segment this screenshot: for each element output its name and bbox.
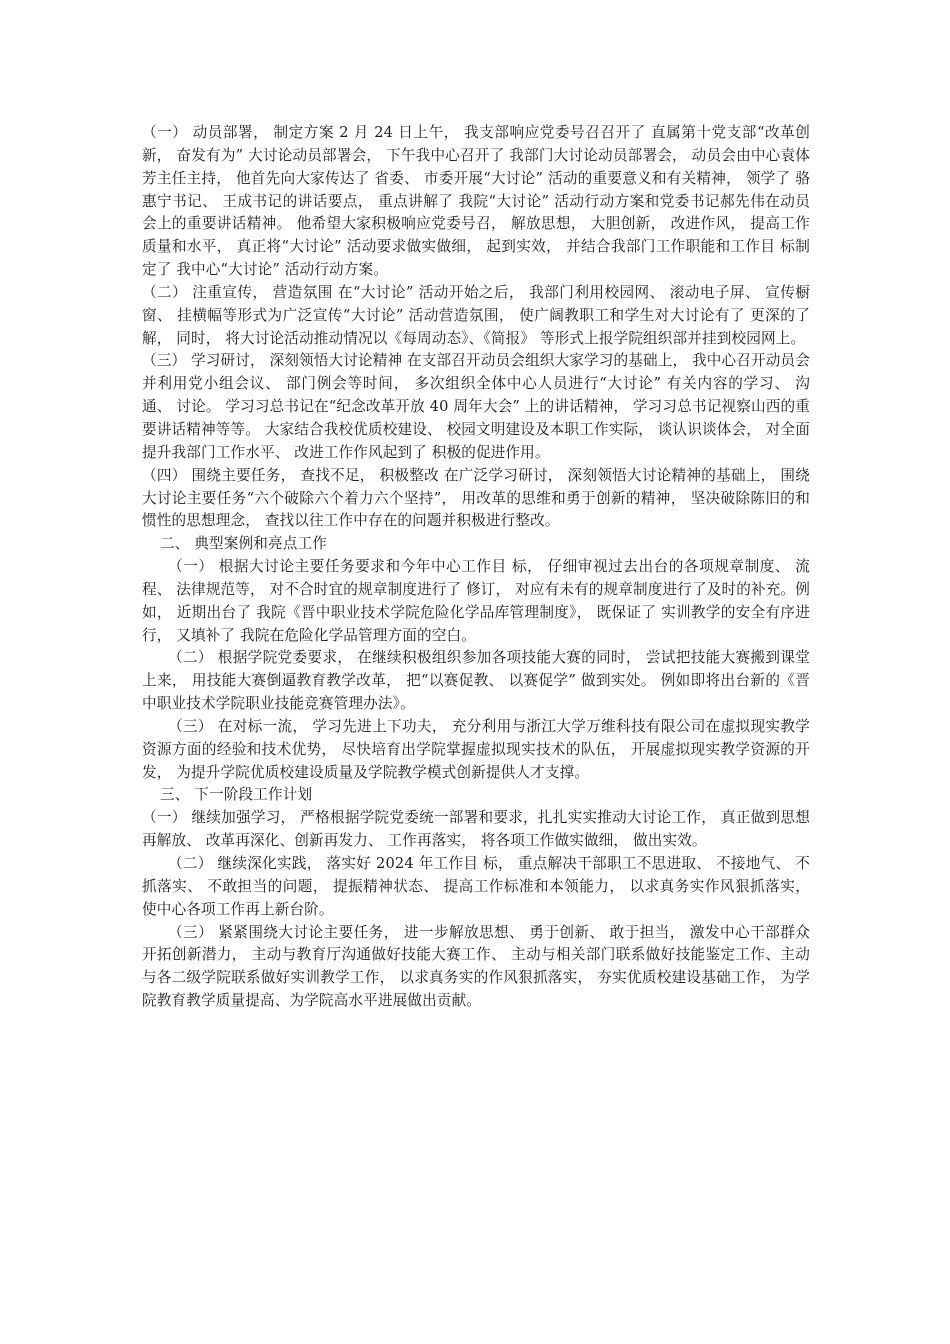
paragraph-1-2: （二） 注重宣传， 营造氛围 在“大讨论” 活动开始之后， 我部门利用校园网、 滚动电子屏、 宣传橱窗、 挂横幅等形式为广泛宣传“大讨论” 活动营造氛围， 使广阔教职工和学生对大讨论有了 更深的了 解， 同时， 将大讨论活动推动情况以《每周动态》、《简报》 等形式上报学院组织部并挂到校园网上。 <box>142 283 810 347</box>
paragraph-2-1: （一） 根据大讨论主要任务要求和今年中心工作目 标， 仔细审视过去出台的各项规章制度、 流程、 法律规范等， 对不合时宜的规章制度进行了 修订， 对应有未有的规章制度进行了及时的补充。例如， 近期出台了 我院《晋中职业技术学院危险化学品库管理制度》， 既保证了 实训教学的安全有序进行， 又填补了 我院在危险化学品管理方面的空白。 <box>142 558 810 644</box>
document-body <box>142 122 810 1013</box>
paragraph-3-1: （一） 继续加强学习， 严格根据学院党委统一部署和要求，扎扎实实推动大讨论工作， 真正做到思想再解放、 改革再深化、创新再发力、 工作再落实， 将各项工作做实做细， 做出实效。 <box>142 809 810 850</box>
paragraph-3-2: （二） 继续深化实践， 落实好 2024 年工作目 标， 重点解决干部职工不思进取、 不接地气、 不抓落实、 不敢担当的问题， 提振精神状态、 提高工作标准和本领能力， 以求真务实作风狠抓落实， 使中心各项工作再上新台阶。 <box>142 855 810 918</box>
section-heading-3: 三、 下一阶段工作计划 <box>160 786 313 804</box>
paragraph-2-3: （三） 在对标一流， 学习先进上下功夫， 充分利用与浙江大学万维科技有限公司在虚拟现实教学资源方面的经验和技术优势， 尽快培育出学院掌握虚拟现实技术的队伍， 开展虚拟现实教学资源的开发， 为提升学院优质校建设质量及学院教学模式创新提供人才支撑。 <box>142 717 810 781</box>
paragraph-1-3: （三） 学习研讨， 深刻领悟大讨论精神 在支部召开动员会组织大家学习的基础上， 我中心召开动员会并利用党小组会议、 部门例会等时间， 多次组织全体中心人员进行“大讨论” 有关内容的学习、 沟通、 讨论。 学习习总书记在“纪念改革开放 40 周年大会” 上的讲话精神， 学习习总书记视察山西的重要讲话精神等等。 大家结合我校优质校建设、 校园文明建设及本职工作实际， 谈认识谈体会， 对全面提升我部门工作水平、 改进工作作风起到了 积极的促进作用。 <box>142 352 810 461</box>
paragraph-1-4: （四） 围绕主要任务， 查找不足， 积极整改 在广泛学习研讨， 深刻领悟大讨论精神的基础上， 围绕大讨论主要任务“六个破除六个着力六个坚持”， 用改革的思维和勇于创新的精神， 坚决破除陈旧的和惯性的思想理念， 查找以往工作中存在的问题并积极进行整改。 <box>142 466 810 530</box>
paragraph-2-2: （二） 根据学院党委要求， 在继续积极组织参加各项技能大赛的同时， 尝试把技能大赛搬到课堂上来， 用技能大赛倒逼教育教学改革， 把“以赛促教、 以赛促学” 做到实处。 例如即将出台新的《晋中职业技术学院职业技能竞赛管理办法》。 <box>142 649 810 713</box>
section-heading-2: 二、 典型案例和亮点工作 <box>160 535 327 553</box>
paragraph-3-3: （三） 紧紧围绕大讨论主要任务， 进一步解放思想、 勇于创新、 敢于担当， 激发中心干部群众开拓创新潜力， 主动与教育厅沟通做好技能大赛工作、 主动与相关部门联系做好技能鉴定工作、主动与各二级学院联系做好实训教学工作， 以求真务实的作风狠抓落实， 夯实优质校建设基础工作， 为学院教育教学质量提高、为学院高水平进展做出贡献。 <box>142 923 810 1010</box>
paragraph-1-1: （一） 动员部署， 制定方案 2 月 24 日上午， 我支部响应党委号召召开了 直属第十党支部“改革创新， 奋发有为” 大讨论动员部署会， 下午我中心召开了 我部门大讨论动员部署会， 动员会由中心袁体芳主任主持， 他首先向大家传达了 省委、 市委开展“大讨论” 活动的重要意义和有关精神， 领学了 骆惠宁书记、 王成书记的讲话要点， 重点讲解了 我院“大讨论” 活动行动方案和党委书记郝先伟在动员会上的重要讲话精神。 他希望大家积极响应党委号召， 解放思想， 大胆创新， 改进作风， 提高工作质量和水平， 真正将“大讨论” 活动要求做实做细， 起到实效， 并结合我部门工作职能和工作目 标制定了 我中心“大讨论” 活动行动方案。 <box>142 124 810 279</box>
